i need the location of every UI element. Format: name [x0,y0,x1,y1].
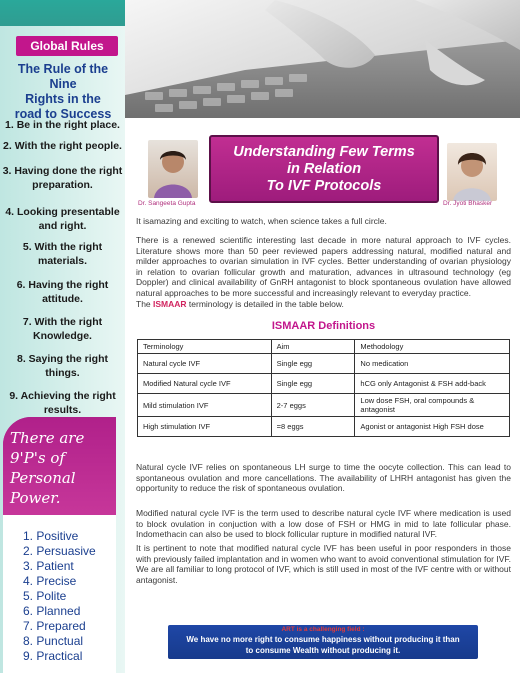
paragraph-2: Natural cycle IVF relies on spontaneous LH surge to time the oocyte collection. This can lead to spontaneous ovulation and more cancellations. The availability of LHRH antagonist has given the opportunity to reduce the risk of spontaneous ovulation. [136,462,511,493]
footer-tagline: ART is a challenging field : [281,626,365,633]
keyboard-hands-illustration [125,0,520,118]
table-cell: Mild stimulation IVF [138,394,272,417]
rule-item: 1. Be in the right place. [5,119,120,131]
table-header-cell: Methodology [355,340,510,354]
table-header-cell: Aim [271,340,355,354]
intro-paragraph: It isamazing and exciting to watch, when science takes a full circle. [136,216,387,226]
personal-power-list [23,529,123,664]
paragraph-4: It is pertinent to note that modified natural cycle IVF has been useful in poor responders in those with previously failed implantation and in women who want to avoid conventional stimulation for IVF. We are all familiar to long protocol of IVF, which is still used in most of the IVF centre with or without antagonist. [136,543,511,585]
table-cell: Single egg [271,374,355,394]
hero-keyboard-image [125,0,520,118]
power-item: 5. Polite [23,589,67,603]
table-row [138,354,510,374]
table-cell: Low dose FSH, oral compounds & antagonist [355,394,510,417]
table-cell: 2-7 eggs [271,394,355,417]
table-row [138,417,510,437]
personal-power-title: There are 9'P's of Personal Power. [10,429,85,507]
sidebar-top-band [0,0,125,26]
paragraph-3: Modified natural cycle IVF is the term used to describe natural cycle IVF where medication is used to block ovulation in conjuction with a low dose of FSH or HMG in mid to late follicular phase. Indomethacin can also be used to block follicular rupture in modified natural IVF. [136,508,511,539]
power-item: 8. Punctual [23,634,84,648]
power-item: 3. Patient [23,559,74,573]
table-header-cell: Terminology [138,340,272,354]
rule-item: 4. Looking presentable and right. [5,206,120,232]
paragraph-1: There is a renewed scientific interesting last decade in more natural approach to IVF cycles. Literature shows more than 50 peer reviewed papers addressing natural, modified natural and milder approaches to ovarian simulation in IVF cycles. Better understanding of ovarian physiology in relation to ovarian follicular growth and maturation, advances in ultrasound technology (eg Doppler) and clinical availability of GnRH antagonist to block spontaneous ovulation have allowed natural approaches to be more successful and increasingly relevant to everyday practice. [136,235,511,298]
table-cell: =8 eggs [271,417,355,437]
power-item: 9. Practical [23,649,83,663]
doctor-left-photo [148,140,198,198]
power-item: 6. Planned [23,604,81,618]
doctor-left-name: Dr. Sangeeta Gupta [138,200,196,207]
footer-quote: We have no more right to consume happiness without producing it than to consume Wealth without producing it. [186,635,460,655]
sidebar-heading: The Rule of the Nine Rights in the road to Success [14,62,112,121]
table-cell: hCG only Antagonist & FSH add-back [355,374,510,394]
power-item: 2. Persuasive [23,544,96,558]
ismaar-highlight: ISMAAR [153,299,187,309]
power-item: 4. Precise [23,574,77,588]
table-cell: Single egg [271,354,355,374]
rule-item: 3. Having done the right preparation. [2,165,123,191]
table-row [138,394,510,417]
ismaar-table [137,339,510,437]
rule-item: 8. Saying the right things. [16,353,108,379]
table-header-row [138,340,510,354]
rule-item: 5. With the right materials. [22,241,103,267]
table-cell: High stimulation IVF [138,417,272,437]
rule-item: 9. Achieving the right results. [9,390,116,416]
rule-item: 7. With the right Knowledge. [22,316,103,342]
table-row [138,374,510,394]
table-reference [136,299,511,310]
global-rules-badge: Global Rules [16,36,118,56]
ref-before: The [136,299,154,309]
rule-item: 6. Having the right attitude. [16,279,109,305]
doctor-right-photo [447,143,497,201]
page-title: Understanding Few Terms in Relation To IVF Protocols [233,143,415,194]
doctor-right-name: Dr. Jyoti Bhasker [443,200,493,207]
table-cell: No medication [355,354,510,374]
table-cell: Modified Natural cycle IVF [138,374,272,394]
table-cell: Agonist or antagonist High FSH dose [355,417,510,437]
table-title: ISMAAR Definitions [271,320,376,332]
title-box [209,135,439,203]
power-item: 7. Prepared [23,619,86,633]
power-item: 1. Positive [23,529,79,543]
ref-after: terminology is detailed in the table below. [186,299,344,309]
rule-item: 2. With the right people. [3,140,122,152]
table-cell: Natural cycle IVF [138,354,272,374]
